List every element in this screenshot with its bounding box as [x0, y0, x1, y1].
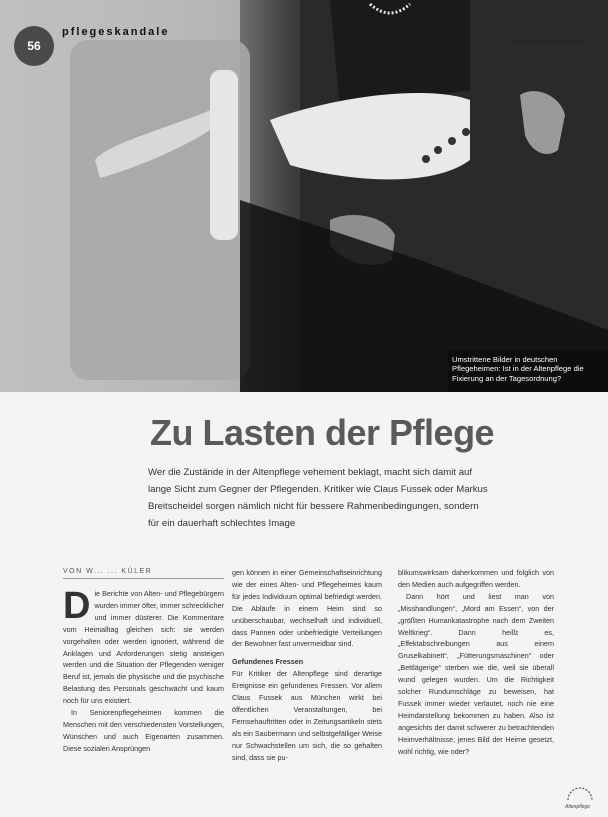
column-2 [232, 567, 382, 764]
photo-illustration [0, 0, 608, 392]
col2-paragraph-1: gen können in einer Gemeinschaftseinrichtung wie der eines Alten- und Pflegeheimes kaum für jedes Individuum optimal befriedigt werden. Die Abläufe in einem Heim sind so unüberschaubar, wechselhaft und individuell, dass Pannen oder unbefriedigte Verteilungen der Bewohner fast unvermeidbar sind. [232, 568, 382, 649]
col2-paragraph-2: Für Kritiker der Altenpflege sind derartige Ereignisse ein gefundenes Fressen. Vor allem Claus Fussek aus München wirkt bei öffentlichen Veranstaltungen, bei Fernsehauftritten oder in Zeitungsartikeln stets als ein Saubermann und selbstgefälliger Weise nur Schwachstellen um sich, die so gehalten sind, dass sie pu- [232, 669, 382, 762]
col1-paragraph-1: ie Berichte von Alten- und Pflegebürgern wurden immer öfter, immer schrecklicher und immer düsterer. Die Kommentare vom Heimalltag gleichen sich: sie werden vorgehalten oder werden ignoriert, während die Anklagen und Anforderungen stetig ansteigen werden und die Situation der Pflegenden weniger Beruf ist, jemals die physische und die psychische Belastung des Personals geschwächt und kaum noch für uns existiert. [63, 589, 224, 706]
col3-paragraph-2: Dann hört und liest man von „Misshandlungen“, „Mord am Essen“, von der „größten Humankatastrophe nach dem Zweiten Weltkrieg“. Dann heißt es, „Effektabschreibungen aus einem Gruselkabinett“, „Fütterungsmaschinen“ oder „Bettlägerige“ sterben wie die, weil sie überall wund gelegen wurden. Um die Richtigkeit solcher Rundumschläge zu beweisen, hat Fussek immer wieder verlautet, noch nie eine Heimdarstellung bekommen zu haben. Also ist angesichts der damit schwerer zu betrachtenden Heimverhältnisse, jenes Bild der Heime gesetzt, wohl richtig, wie oder? [398, 591, 554, 756]
magazine-logo-text: Altenpflege [565, 804, 591, 810]
column-1 [63, 585, 224, 755]
handle-post [210, 70, 238, 240]
article-lead: Wer die Zustände in der Altenpflege vehement beklagt, macht sich damit auf lange Sicht zum Gegner der Pflegenden. Kritiker wie Claus Fussek oder Markus Breitscheidel sorgen nämlich nicht für bessere Rahmenbedingungen, sondern für ein dauerhaft schlechtes Image [148, 467, 488, 529]
col1-paragraph-2: In Seniorenpflegeheimen kommen die Menschen mit den verschiedensten Vorstellungen, Wünschen und auch Eigenarten zusammen. Diese sozialen Ansprüngen [63, 708, 224, 753]
belt-button [448, 137, 456, 145]
drop-cap: D [63, 585, 91, 627]
belt-button [462, 128, 470, 136]
photo-credit: FOTO: WERNER KRÜPER [512, 40, 583, 46]
section-label: pflegeskandale [62, 26, 170, 38]
byline-divider [63, 578, 224, 579]
belt-button [422, 155, 430, 163]
cover-photo [0, 0, 608, 392]
article-byline: VON W... ... KÜLER [63, 568, 153, 575]
photo-caption: Umstrittene Bilder in deutschen Pflegeheimen: Ist in der Altenpflege die Fixierung an der Tagesordnung? [452, 355, 584, 383]
column-3 [398, 567, 554, 758]
col2-subhead: Gefundenes Fressen [232, 657, 304, 667]
article-headline: Zu Lasten der Pflege [150, 412, 495, 453]
page-number: 56 [27, 39, 41, 53]
page-number-badge [14, 26, 54, 66]
col3-paragraph-1: blikumswirksam daherkommen und folglich von den Medien auch aufgegriffen werden. [398, 568, 554, 589]
belt-button [434, 146, 442, 154]
